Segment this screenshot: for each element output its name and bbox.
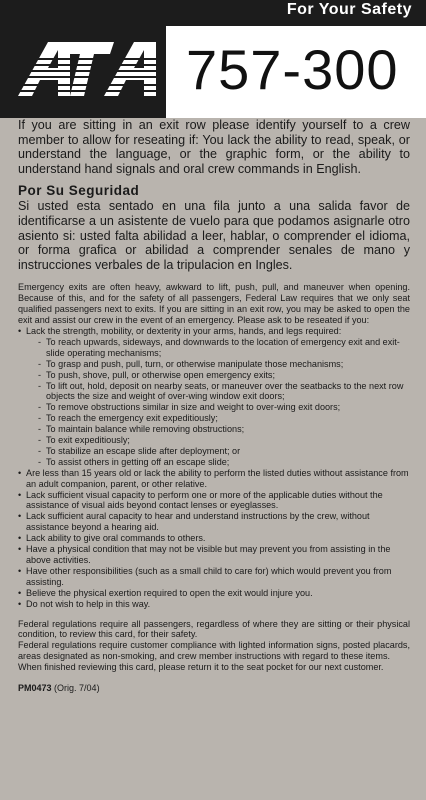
footer-text-return: When finished reviewing this card, please return it to the seat pocket for our next customer. (18, 662, 384, 673)
regulations-intro: Emergency exits are often heavy, awkward to lift, push, pull, and maneuver when opening. Because of this, and for the safety of all passengers, Federal Law requires that we only seat qualified passengers next to exits. If you are sitting in an exit row, you may be asked to open the exit and assist our crew in the event of an emergency. Please ask to be reseated if you: (18, 282, 410, 326)
sub-requirements-list (26, 337, 410, 468)
spanish-heading: Por Su Seguridad (18, 183, 140, 199)
ata-logo (18, 40, 158, 98)
header (0, 26, 426, 118)
list-item: • Are less than 15 years old or lack the ability to perform the listed duties without assistance from an adult companion, parent, or other relative. (18, 468, 410, 490)
sub-list-item: - To assist others in getting off an escape slide; (26, 457, 410, 468)
exit-row-regulations (18, 282, 410, 673)
sub-list-item: - To exit expeditiously; (26, 435, 410, 446)
english-intro: If you are sitting in an exit row please identify yourself to a crew member to allow for reseating if: You lack the ability to read, speak, or understand the language, or the graphic form, or the ability to understand hand signals and oral crew commands in English. (18, 118, 410, 176)
top-bar-title: For Your Safety (286, 1, 412, 18)
list-item-text: Lack the strength, mobility, or dexterity in your arms, hands, and legs required: (26, 325, 342, 336)
list-item: • Have a physical condition that may not be visible but may prevent you from assisting in the above activities. (18, 544, 410, 566)
requirements-list (18, 326, 410, 610)
list-item: • Have other responsibilities (such as a small child to care for) which would prevent you from assisting. (18, 566, 410, 588)
footer-text-compliance: Federal regulations require customer compliance with lighted information signs, posted placards, areas designated as non-smoking, and crew member instructions with regard to these items. (18, 640, 410, 662)
sub-list-item: - To maintain balance while removing obstructions; (26, 424, 410, 435)
list-item: • Lack sufficient aural capacity to hear and understand instructions by the crew, without assistance beyond a hearing aid. (18, 511, 410, 533)
sub-list-item: - To reach upwards, sideways, and downwards to the location of emergency exit and exit-slide operating mechanisms; (26, 337, 410, 359)
list-item: • Do not wish to help in this way. (18, 599, 410, 610)
sub-list-item: - To push, shove, pull, or otherwise open emergency exits; (26, 370, 410, 381)
list-item: • Lack sufficient visual capacity to perform one or more of the applicable duties without the assistance of visual aids beyond contact lenses or eyeglasses. (18, 490, 410, 512)
list-item: • Lack ability to give oral commands to others. (18, 533, 410, 544)
list-item (18, 326, 410, 468)
sub-list-item: - To grasp and push, pull, turn, or otherwise manipulate those mechanisms; (26, 359, 410, 370)
list-item: • Believe the physical exertion required to open the exit would injure you. (18, 588, 410, 599)
top-bar (0, 0, 426, 26)
model-box (166, 26, 426, 118)
form-orig-date: (Orig. 7/04) (54, 683, 100, 694)
form-number (18, 683, 410, 693)
spanish-text: Si usted esta sentado en una fila junto a una salida favor de identificarse a un asistente de vuelo para que podamos asignarle otro asiento si: usted falta abilidad a leer, hablar, o comprender el idioma, or forma grafica or abilidad a comprender senales de mano y instrucciones verbales de la tripulacion en Ingles. (18, 199, 410, 272)
footer-text-review: Federal regulations require all passengers, regardless of where they are sitting or their physical condition, to review this card, for their safety. (18, 618, 410, 640)
aircraft-model: 757-300 (186, 38, 399, 101)
sub-list-item: - To remove obstructions similar in size and weight to over-wing exit doors; (26, 402, 410, 413)
form-code: PM0473 (18, 683, 52, 694)
sub-list-item: - To reach the emergency exit expeditiously; (26, 413, 410, 424)
sub-list-item: - To stabilize an escape slide after deployment; or (26, 446, 410, 457)
card-content (18, 118, 410, 693)
sub-list-item: - To lift out, hold, deposit on nearby seats, or maneuver over the seatbacks to the next row objects the size and weight of over-wing window exit doors; (26, 381, 410, 403)
